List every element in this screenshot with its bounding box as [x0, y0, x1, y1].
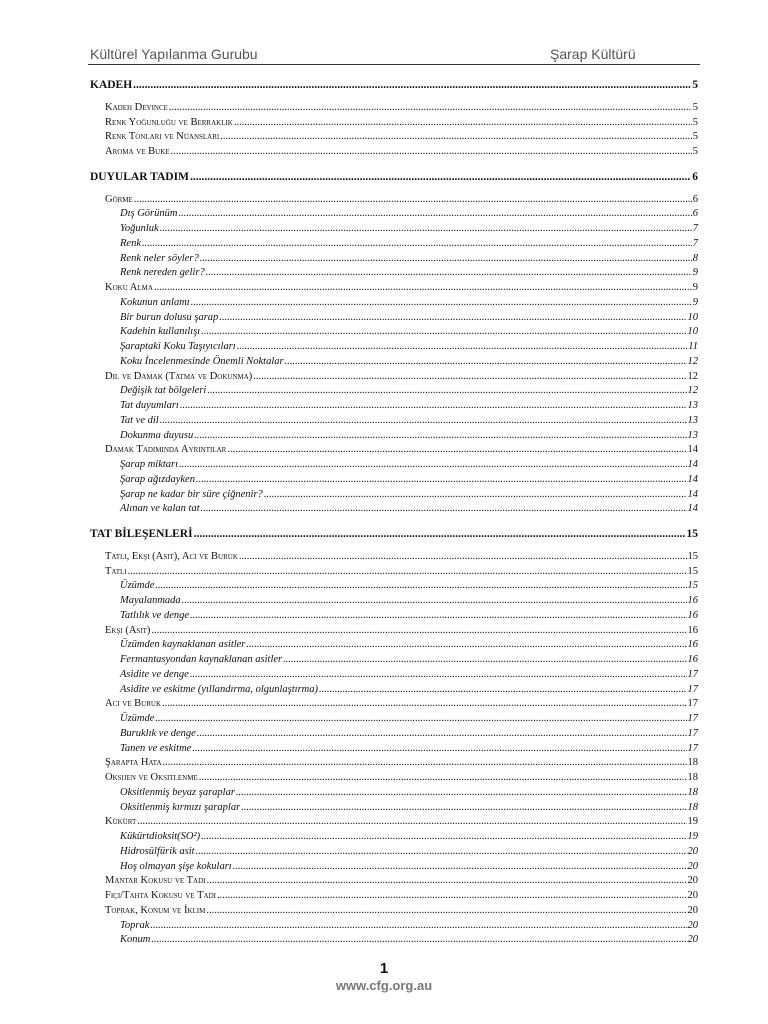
- toc-entry-page: 15: [687, 580, 698, 592]
- toc-dot-leader: [182, 596, 687, 607]
- toc-entry-title: Kokunun anlamı: [120, 296, 190, 308]
- toc-entry-title: Buruklık ve denge: [120, 727, 196, 739]
- toc-entry-level-3[interactable]: [120, 655, 698, 666]
- toc-entry-level-3[interactable]: [120, 460, 698, 471]
- toc-entry-page: 6: [692, 170, 698, 183]
- toc-entry-page: 17: [687, 698, 698, 710]
- toc-entry-title: Değişik tat bölgeleri: [120, 385, 207, 397]
- toc-entry-title: Şarap miktarı: [120, 459, 179, 470]
- toc-dot-leader: [206, 906, 686, 917]
- toc-entry-title: Toprak, Konum ve İklim: [105, 904, 206, 916]
- toc-dot-leader: [179, 460, 686, 471]
- toc-entry-level-2[interactable]: [105, 758, 698, 769]
- toc-entry-title: Asidite ve denge: [120, 668, 189, 680]
- toc-entry-page: 9: [692, 296, 698, 308]
- toc-entry-page: 16: [687, 639, 698, 651]
- toc-entry-level-1[interactable]: [90, 529, 698, 541]
- toc-entry-page: 16: [687, 595, 698, 606]
- toc-entry-level-1[interactable]: [90, 172, 698, 184]
- footer-url[interactable]: www.cfg.org.au: [335, 978, 433, 993]
- toc-entry-level-3[interactable]: [120, 254, 698, 265]
- toc-entry-page: 20: [687, 860, 698, 872]
- toc-entry-page: 15: [687, 550, 698, 562]
- toc-entry-title: Hoş olmayan şişe kokuları: [120, 860, 232, 872]
- toc-entry-level-3[interactable]: [120, 832, 698, 843]
- toc-dot-leader: [246, 640, 686, 651]
- toc-entry-level-2[interactable]: [105, 103, 698, 114]
- toc-dot-leader: [241, 803, 686, 814]
- toc-dot-leader: [201, 327, 686, 338]
- toc-entry-page: 16: [687, 609, 698, 621]
- toc-entry-page: 10: [687, 326, 698, 338]
- toc-entry-page: 5: [692, 116, 698, 128]
- toc-entry-level-3[interactable]: [120, 685, 698, 696]
- toc-entry-title: Oksitlenmiş kırmızı şaraplar: [120, 801, 241, 813]
- toc-dot-leader: [219, 313, 686, 324]
- toc-entry-level-3[interactable]: [120, 475, 698, 486]
- toc-entry-level-3[interactable]: [120, 803, 698, 814]
- toc-entry-title: Oksitlenmiş beyaz şaraplar: [120, 786, 235, 798]
- toc-entry-level-3[interactable]: [120, 670, 698, 681]
- toc-entry-page: 14: [687, 459, 698, 470]
- toc-dot-leader: [169, 103, 692, 114]
- toc-dot-leader: [171, 147, 692, 158]
- toc-entry-page: 17: [687, 713, 698, 724]
- toc-entry-page: 15: [686, 528, 698, 540]
- toc-dot-leader: [160, 224, 692, 235]
- toc-entry-title: Bir burun dolusu şarap: [120, 311, 219, 323]
- toc-dot-leader: [201, 832, 686, 843]
- toc-entry-title: Üzümde: [120, 713, 155, 724]
- toc-entry-title: Tanen ve eskitme: [120, 742, 192, 754]
- toc-entry-level-2[interactable]: [105, 283, 698, 294]
- toc-entry-title: Şarapta Hata: [105, 757, 162, 769]
- toc-entry-page: 19: [687, 831, 698, 842]
- toc-entry-title: Renk neler söyler?: [120, 252, 199, 264]
- toc-dot-leader: [142, 239, 692, 250]
- toc-entry-level-3[interactable]: [120, 729, 698, 740]
- toc-entry-level-3[interactable]: [120, 935, 698, 946]
- toc-dot-leader: [319, 685, 686, 696]
- toc-entry-level-2[interactable]: [105, 195, 698, 206]
- toc-entry-level-3[interactable]: [120, 862, 698, 873]
- toc-entry-page: 16: [687, 654, 698, 665]
- toc-entry-level-2[interactable]: [105, 891, 698, 902]
- toc-entry-page: 11: [688, 341, 698, 352]
- toc-entry-level-3[interactable]: [120, 611, 698, 622]
- toc-entry-page: 14: [687, 488, 698, 500]
- toc-entry-level-2[interactable]: [105, 118, 698, 129]
- toc-dot-leader: [128, 567, 687, 578]
- toc-entry-level-3[interactable]: [120, 847, 698, 858]
- toc-entry-title: Dış Görünüm: [120, 208, 178, 220]
- toc-dot-leader: [196, 847, 687, 858]
- toc-dot-leader: [237, 342, 688, 353]
- toc-entry-page: 6: [692, 193, 698, 205]
- toc-entry-page: 20: [687, 890, 698, 901]
- toc-entry-page: 10: [687, 311, 698, 323]
- toc-entry-level-2[interactable]: [105, 567, 698, 578]
- toc-entry-level-3[interactable]: [120, 298, 698, 309]
- toc-dot-leader: [194, 529, 686, 541]
- page-number: 1: [379, 960, 389, 977]
- toc-entry-level-2[interactable]: [105, 906, 698, 917]
- toc-entry-level-2[interactable]: [105, 699, 698, 710]
- toc-dot-leader: [192, 744, 686, 755]
- toc-dot-leader: [227, 445, 686, 456]
- toc-entry-level-3[interactable]: [120, 490, 698, 501]
- toc-dot-leader: [154, 283, 692, 294]
- toc-dot-leader: [201, 504, 687, 515]
- toc-entry-level-2[interactable]: [105, 372, 698, 383]
- toc-entry-title: Görme: [105, 193, 133, 205]
- toc-entry-title: Şaraptaki Koku Taşıyıcıları: [120, 341, 236, 352]
- toc-entry-page: 18: [687, 786, 698, 798]
- toc-entry-level-3[interactable]: [120, 714, 698, 725]
- toc-entry-level-2[interactable]: [105, 626, 698, 637]
- toc-entry-level-3[interactable]: [120, 357, 698, 368]
- toc-entry-title: Tatlılık ve denge: [120, 609, 190, 621]
- toc-entry-page: 19: [687, 816, 698, 828]
- toc-entry-title: Mantar Kokusu ve Tadı: [105, 875, 206, 887]
- toc-entry-page: 6: [692, 208, 698, 220]
- toc-entry-title: Kükürt: [105, 816, 137, 828]
- toc-entry-page: 20: [687, 904, 698, 916]
- toc-dot-leader: [220, 132, 692, 143]
- toc-entry-title: Şarap ağızdayken: [120, 473, 195, 485]
- toc-entry-page: 17: [687, 742, 698, 754]
- toc-entry-title: Aroma ve Buke: [105, 146, 170, 157]
- toc-entry-level-3[interactable]: [120, 921, 698, 932]
- toc-entry-level-2[interactable]: [105, 445, 698, 456]
- toc-entry-page: 12: [687, 370, 698, 382]
- toc-entry-title: TAT BİLEŞENLERİ: [90, 528, 193, 540]
- toc-dot-leader: [190, 172, 691, 184]
- page-header: [88, 44, 700, 64]
- toc-entry-page: 14: [687, 444, 698, 456]
- toc-entry-page: 12: [687, 355, 698, 367]
- toc-entry-level-3[interactable]: [120, 342, 698, 353]
- toc-entry-title: Tatlı: [105, 565, 127, 577]
- toc-entry-page: 7: [692, 237, 698, 249]
- toc-entry-level-1[interactable]: [90, 80, 698, 92]
- toc-entry-page: 16: [687, 624, 698, 636]
- toc-dot-leader: [178, 209, 691, 220]
- toc-entry-page: 20: [687, 875, 698, 887]
- toc-entry-page: 9: [692, 267, 698, 279]
- toc-entry-page: 8: [692, 252, 698, 264]
- toc-dot-leader: [151, 935, 686, 946]
- toc-dot-leader: [133, 80, 691, 92]
- toc-dot-leader: [206, 268, 692, 279]
- toc-entry-title: Acı ve Buruk: [105, 698, 162, 710]
- toc-entry-level-3[interactable]: [120, 596, 698, 607]
- toc-entry-page: 20: [687, 919, 698, 931]
- toc-entry-title: Dil ve Damak (Tatma ve Dokunma): [105, 370, 253, 382]
- toc-dot-leader: [206, 876, 686, 887]
- toc-dot-leader: [207, 386, 686, 397]
- toc-entry-title: Konum: [120, 934, 151, 946]
- toc-entry-page: 5: [692, 101, 698, 113]
- toc-dot-leader: [233, 862, 687, 873]
- toc-entry-title: Kadehin kullanılışı: [120, 326, 201, 338]
- toc-entry-level-2[interactable]: [105, 132, 698, 143]
- toc-dot-leader: [197, 729, 687, 740]
- toc-entry-level-3[interactable]: [120, 224, 698, 235]
- toc-entry-level-3[interactable]: [120, 239, 698, 250]
- toc-dot-leader: [283, 655, 686, 666]
- toc-entry-page: 14: [687, 473, 698, 485]
- toc-entry-page: 12: [687, 385, 698, 397]
- toc-dot-leader: [239, 552, 687, 563]
- toc-entry-page: 15: [687, 565, 698, 577]
- toc-entry-title: Oksijen ve Oksitlenme: [105, 772, 198, 783]
- toc-entry-level-3[interactable]: [120, 313, 698, 324]
- toc-entry-title: Kadeh Deyince: [105, 101, 168, 113]
- toc-dot-leader: [234, 118, 692, 129]
- toc-entry-title: Ekşi (Asit): [105, 624, 151, 636]
- toc-dot-leader: [200, 254, 692, 265]
- toc-entry-level-3[interactable]: [120, 504, 698, 515]
- toc-dot-leader: [163, 758, 687, 769]
- toc-entry-level-3[interactable]: [120, 431, 698, 442]
- toc-entry-level-2[interactable]: [105, 552, 698, 563]
- toc-entry-page: 17: [687, 683, 698, 695]
- header-organization: Kültürel Yapılanma Gurubu: [90, 46, 258, 62]
- toc-dot-leader: [155, 581, 686, 592]
- toc-entry-level-3[interactable]: [120, 744, 698, 755]
- header-document-title: Şarap Kültürü: [550, 46, 636, 62]
- toc-dot-leader: [194, 431, 686, 442]
- toc-dot-leader: [217, 891, 687, 902]
- toc-dot-leader: [162, 699, 686, 710]
- toc-entry-title: Damak Tadımında Ayrıntılar: [105, 444, 227, 456]
- header-rule: [88, 64, 700, 65]
- toc-entry-title: KADEH: [90, 79, 133, 91]
- toc-entry-title: Hidrosülfürik asit: [120, 845, 195, 857]
- toc-entry-page: 5: [692, 146, 698, 157]
- toc-entry-page: 7: [692, 223, 698, 234]
- toc-entry-title: Mayalanmada: [120, 595, 181, 606]
- toc-entry-page: 13: [687, 400, 698, 411]
- toc-entry-title: Asidite ve eskitme (yıllandırma, olgunlaştırma): [120, 683, 319, 695]
- toc-dot-leader: [264, 490, 687, 501]
- toc-entry-level-2[interactable]: [105, 147, 698, 158]
- toc-entry-level-3[interactable]: [120, 788, 698, 799]
- toc-entry-level-3[interactable]: [120, 401, 698, 412]
- toc-dot-leader: [180, 401, 687, 412]
- toc-entry-page: 20: [687, 845, 698, 857]
- toc-entry-page: 17: [687, 668, 698, 680]
- toc-dot-leader: [150, 921, 686, 932]
- toc-entry-title: Renk nereden gelir?: [120, 267, 205, 279]
- toc-dot-leader: [253, 372, 686, 383]
- toc-entry-title: Fermantasyondan kaynaklanan asitler: [120, 654, 283, 665]
- toc-entry-page: 9: [692, 282, 698, 293]
- toc-entry-title: Dokunma duyusu: [120, 429, 194, 441]
- toc-entry-level-3[interactable]: [120, 581, 698, 592]
- toc-entry-level-3[interactable]: [120, 386, 698, 397]
- toc-dot-leader: [134, 195, 692, 206]
- toc-dot-leader: [236, 788, 687, 799]
- toc-entry-title: Yoğunluk: [120, 223, 159, 234]
- toc-entry-page: 18: [687, 757, 698, 769]
- toc-entry-title: Alınan ve kalan tat: [120, 503, 200, 515]
- toc-entry-title: Renk Yoğunluğu ve Berraklık: [105, 116, 233, 128]
- toc-entry-level-3[interactable]: [120, 416, 698, 427]
- toc-dot-leader: [160, 416, 687, 427]
- toc-dot-leader: [196, 475, 687, 486]
- toc-entry-title: Koku İncelenmesinde Önemli Noktalar: [120, 355, 284, 367]
- toc-entry-level-2[interactable]: [105, 876, 698, 887]
- toc-entry-title: Tat ve dil: [120, 414, 159, 426]
- toc-entry-title: Tatlı, Ekşi (Asit), Acı ve Buruk: [105, 550, 238, 562]
- toc-entry-title: Koku Alma: [105, 282, 153, 293]
- toc-entry-title: Fıçı/Tahta Kokusu ve Tadı: [105, 890, 216, 901]
- toc-entry-level-2[interactable]: [105, 773, 698, 784]
- toc-entry-page: 13: [687, 429, 698, 441]
- toc-entry-level-2[interactable]: [105, 817, 698, 828]
- toc-entry-page: 5: [692, 79, 698, 91]
- toc-dot-leader: [190, 670, 687, 681]
- toc-dot-leader: [199, 773, 687, 784]
- toc-entry-page: 20: [687, 934, 698, 946]
- toc-entry-page: 5: [692, 131, 698, 143]
- toc-entry-title: DUYULAR TADIM: [90, 170, 189, 183]
- toc-entry-title: Üzümde: [120, 580, 155, 592]
- toc-entry-level-3[interactable]: [120, 268, 698, 279]
- toc-dot-leader: [137, 817, 686, 828]
- toc-entry-title: Renk: [120, 237, 141, 249]
- toc-entry-page: 17: [687, 727, 698, 739]
- toc-dot-leader: [155, 714, 686, 725]
- toc-dot-leader: [190, 611, 686, 622]
- toc-entry-page: 13: [687, 414, 698, 426]
- toc-dot-leader: [285, 357, 687, 368]
- toc-entry-title: Renk Tonları ve Nüansları: [105, 131, 220, 143]
- toc-entry-level-3[interactable]: [120, 640, 698, 651]
- toc-entry-page: 18: [687, 801, 698, 813]
- toc-entry-page: 18: [687, 772, 698, 783]
- toc-entry-title: Toprak: [120, 919, 150, 931]
- toc-entry-title: Şarap ne kadar bir süre çiğnenir?: [120, 488, 263, 500]
- toc-entry-title: Kükürtdioksit(SO²): [120, 831, 201, 842]
- toc-entry-page: 14: [687, 503, 698, 515]
- toc-entry-title: Üzümden kaynaklanan asitler: [120, 639, 246, 651]
- toc-entry-title: Tat duyumları: [120, 400, 179, 411]
- toc-entry-level-3[interactable]: [120, 327, 698, 338]
- toc-entry-level-3[interactable]: [120, 209, 698, 220]
- toc-dot-leader: [191, 298, 692, 309]
- toc-dot-leader: [151, 626, 686, 637]
